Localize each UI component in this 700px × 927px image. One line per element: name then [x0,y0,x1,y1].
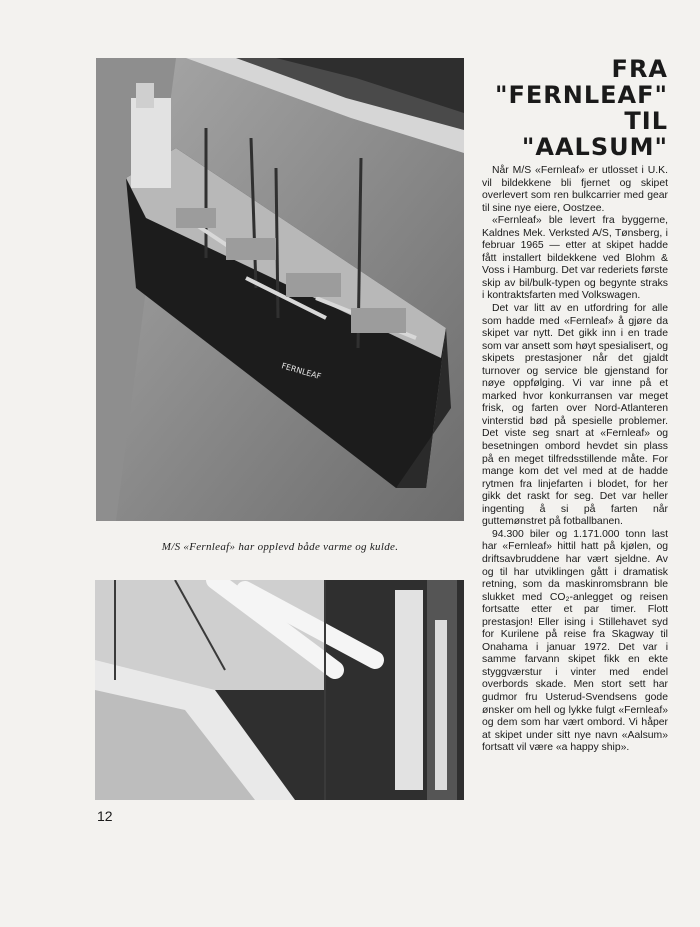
page-number: 12 [97,808,113,824]
headline-line-1: FRA [611,55,668,83]
ship-hull-name: FERNLEAF [280,361,323,382]
headline-line-4: "AALSUM" [521,133,668,161]
paragraph: Når M/S «Fernleaf» er utlosset i U.K. vil bildekkene bli fjernet og skipet overlevert som ren bulkcarrier med gear til sine nye eiere, Oostzee. [482,165,668,214]
paragraph: Det var litt av en utfordring for alle som hadde med «Fernleaf» å gjøre da skipet var nytt. Det gikk inn i en trade som var ansett som høyt spesialisert, og skipets prestasjoner når det gjaldt turnover og service ble gjenstand for nøye oppfølging. Vi var inne på et marked hvor konkurransen var meget frisk, og farten over Nord-Atlanteren vinterstid bød på spesielle problemer. Det viste seg snart at «Fernleaf» og besetningen ombord hevdet sin plass på en meget tilfredsstillende måte. For mange kom det vel med at de hadde rytmen fra linjefarten i blodet, for her gikk det raskt for seg. Det var heller ingenting å si på farten når guttemønstret på fotballbanen. [482,303,668,528]
headline-line-2: "FERNLEAF" [494,81,668,109]
ship-canal-photo [96,58,464,521]
iced-deck-photo [95,580,464,800]
paragraph: «Fernleaf» ble levert fra byggerne, Kaldnes Mek. Verksted A/S, Tønsberg, i februar 1965 — etter at skipet hadde fått installert bildekkene ved Blohm & Voss i Hamburg. Det var rederiets første skip av bil/bulk-typen og begynte straks i kontraktsfarten med Volkswagen. [482,215,668,302]
paragraph: 94.300 biler og 1.171.000 tonn last har «Fernleaf» hittil hatt på kjølen, og driftsavbruddene har vært sjeldne. Av og til har utviklingen gått i dramatisk retning, som da maskinromsbrann ble slukket med CO₂-anlegget og reisen fortsatte etter et par timer. Flott prestasjon! Eller ising i Stillehavet syd for Kurilene på reise fra Skagway til Onahama i januar 1972. Det var i samme farvann skipet fikk en ekte styggværstur i vinter med endel overbords skade. Men stort sett har gudmor fru Usterud-Svendsens gode ønsker om hell og lykke fulgt «Fernleaf» og dem som har vært ombord. Vi håper at skipet under sitt nye navn «Aalsum» fortsatt vil være «a happy ship». [482,528,668,754]
photo-caption: M/S «Fernleaf» har opplevd både varme og kulde. [161,541,399,553]
headline-line-3: TIL [624,107,668,135]
article-body [482,165,668,755]
article-headline [478,56,668,160]
